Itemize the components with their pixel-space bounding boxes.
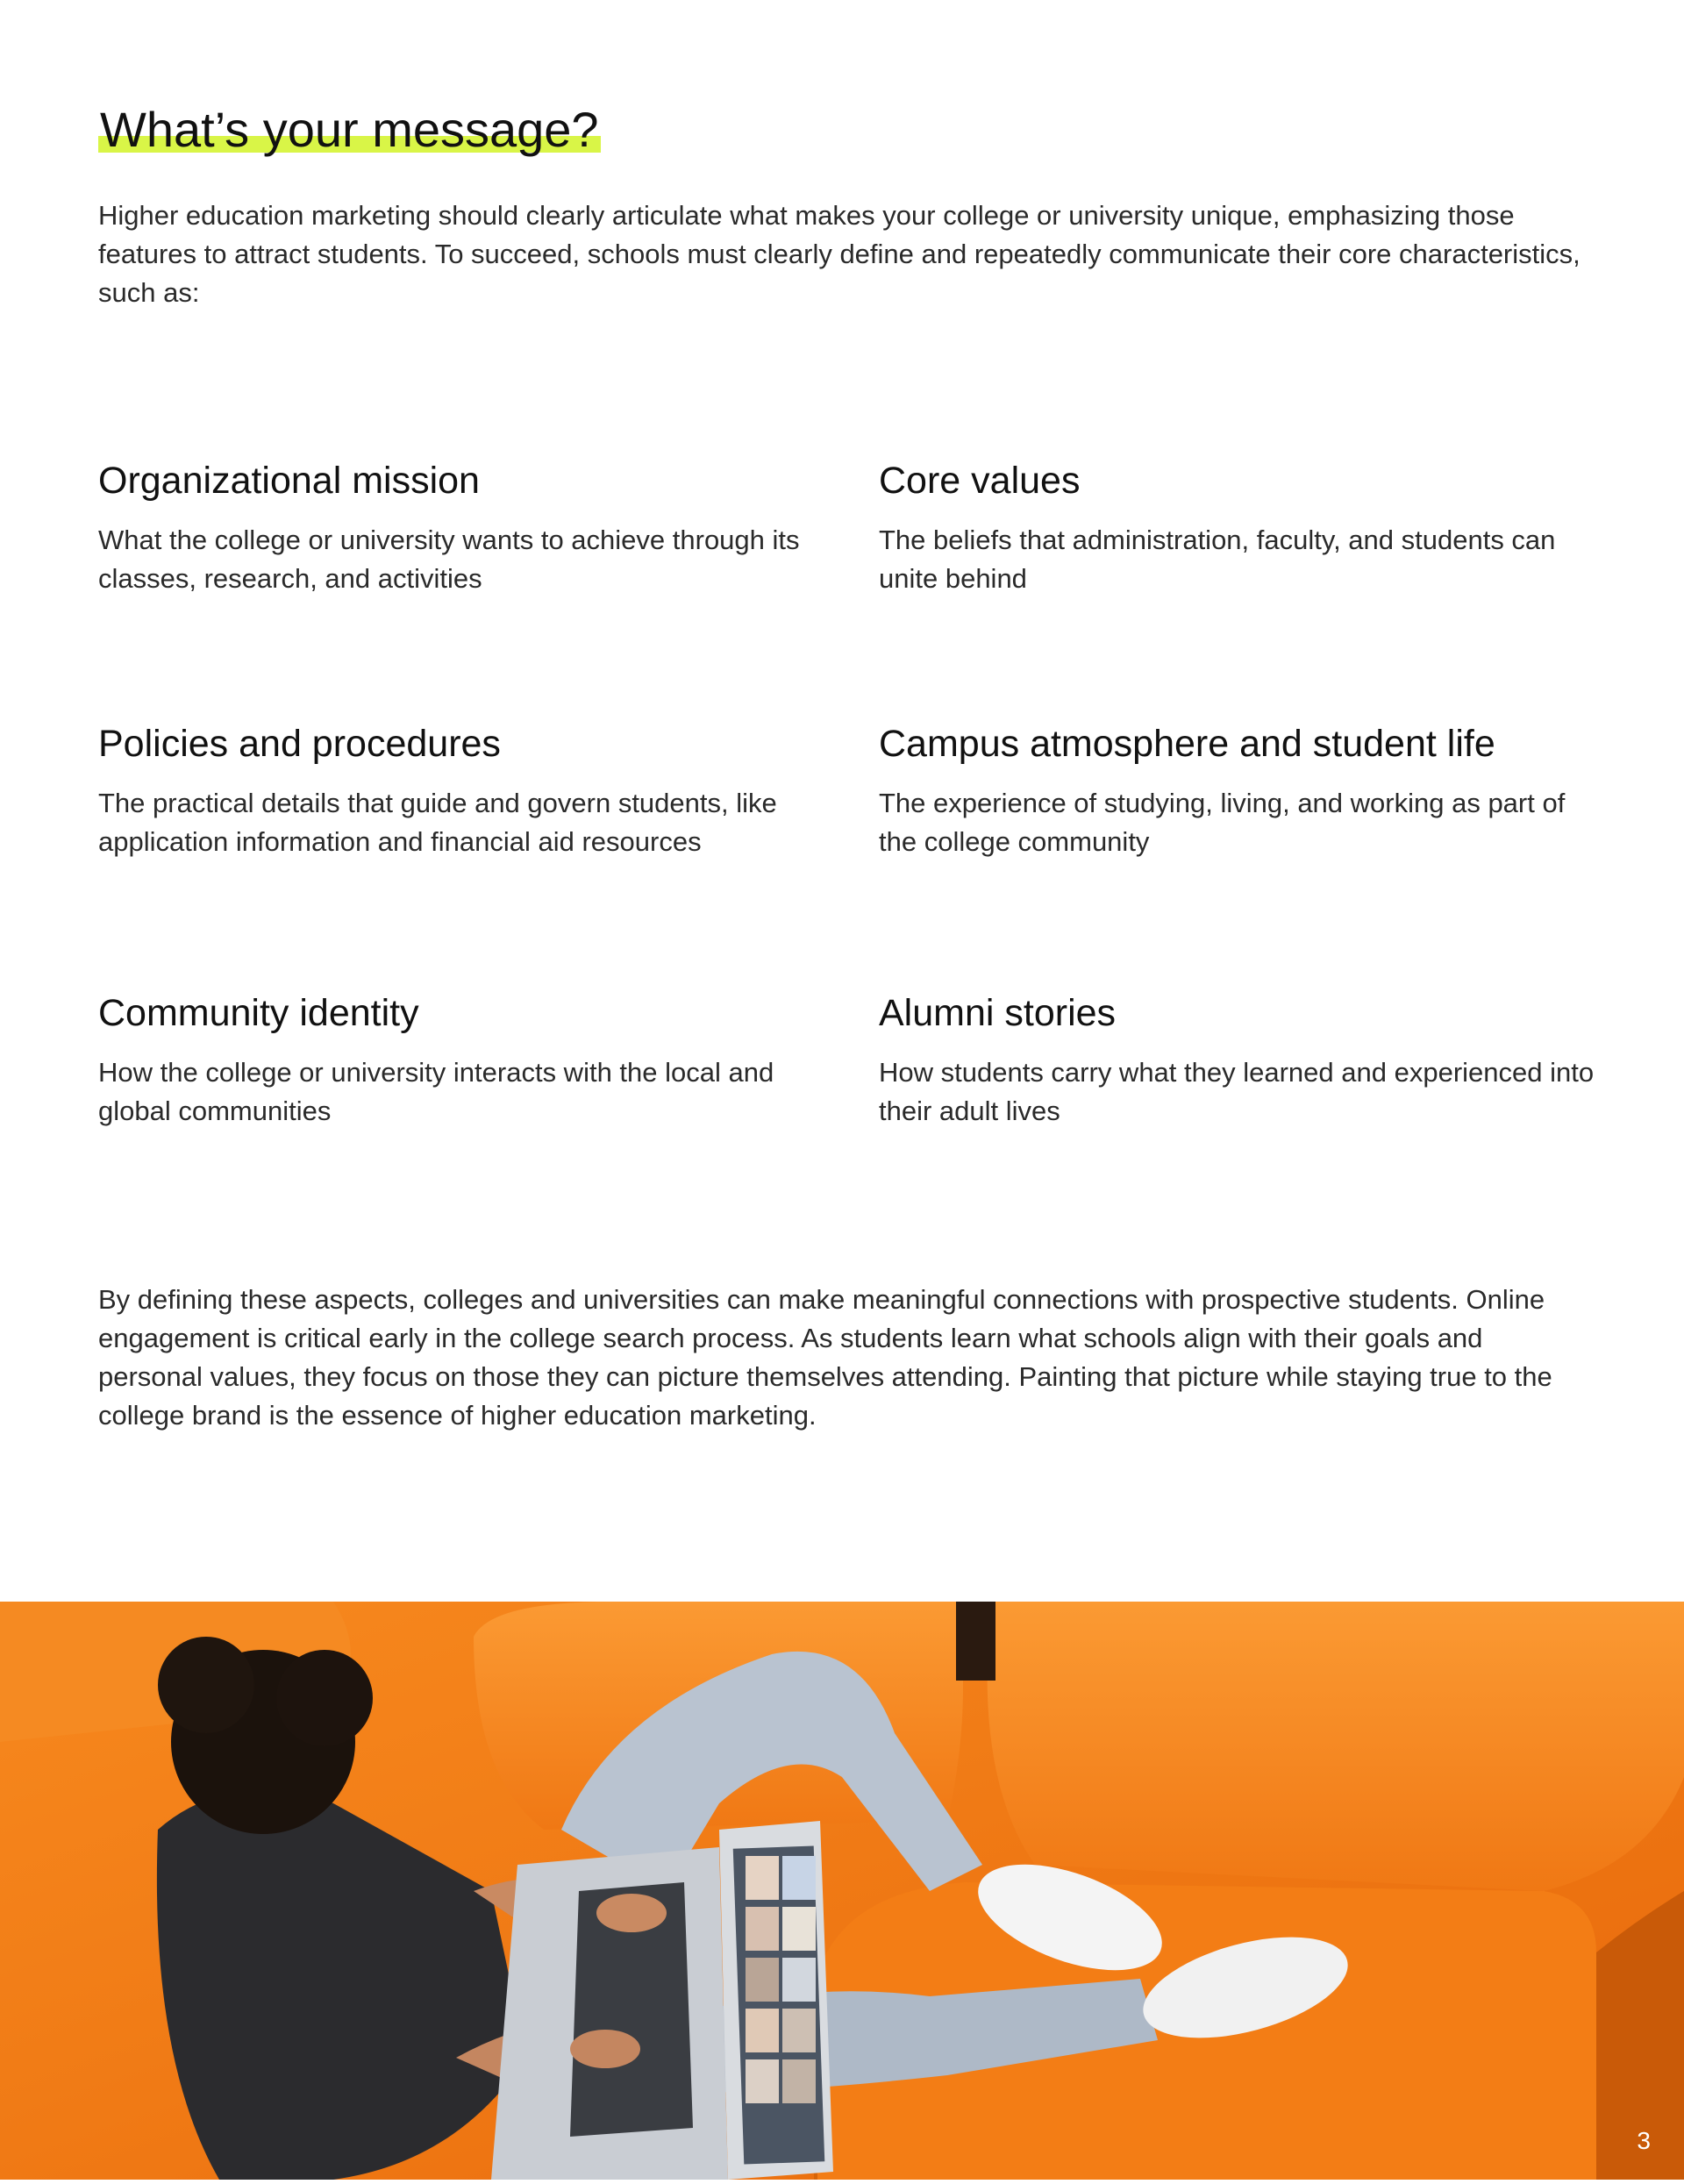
item-description: How the college or university interacts with the local and global communities (98, 1057, 774, 1126)
intro-paragraph: Higher education marketing should clearly articulate what makes your college or university unique, emphasizing those features to attract students. To succeed, schools must clearly define and repeatedly communicate their core characteristics, such as: (98, 200, 1581, 308)
video-tile (746, 1856, 779, 1900)
item-campus-atmosphere (879, 719, 1607, 861)
sofa-cushion-right (988, 1602, 1684, 1891)
item-description: The experience of studying, living, and working as part of the college community (879, 788, 1566, 857)
item-title: Policies and procedures (98, 723, 501, 765)
outro-paragraph: By defining these aspects, colleges and universities can make meaningful connections with prospective students. Online engagement is critical early in the college search process. As students learn what schools align with their goals and personal values, they focus on those they can picture themselves attending. Painting that picture while staying true to the college brand is the essence of higher education marketing. (98, 1284, 1552, 1431)
video-tile (746, 1907, 779, 1951)
video-tile (782, 1958, 816, 2002)
item-title: Alumni stories (879, 992, 1117, 1034)
video-tile (746, 1958, 779, 2002)
item-description: What the college or university wants to achieve through its classes, research, and activities (98, 525, 800, 594)
item-community-identity (98, 989, 826, 1131)
sofa-gap-shadow (956, 1602, 995, 1681)
item-policies-procedures (98, 719, 826, 861)
student-laptop-photo (0, 1602, 1684, 2180)
person-hair-curl (276, 1650, 373, 1746)
item-title: Organizational mission (98, 460, 480, 502)
page-title (98, 98, 601, 161)
person-hair-curl (158, 1637, 254, 1733)
item-title: Core values (879, 460, 1081, 502)
item-description: How students carry what they learned and experienced into their adult lives (879, 1057, 1595, 1126)
item-alumni-stories (879, 989, 1607, 1131)
page-title-text: What’s your message? (100, 102, 599, 157)
page-number: 3 (1637, 2127, 1651, 2154)
person-hand (596, 1894, 667, 1932)
video-tile (782, 1907, 816, 1951)
photo-illustration (0, 1602, 1684, 2180)
video-tile (782, 2059, 816, 2103)
item-title: Community identity (98, 992, 419, 1034)
video-tile (782, 2009, 816, 2052)
item-organizational-mission (98, 456, 826, 598)
item-title: Campus atmosphere and student life (879, 723, 1495, 765)
person-hand (570, 2030, 640, 2068)
item-description: The practical details that guide and govern students, like application information and financial aid resources (98, 788, 777, 857)
video-tile (746, 2059, 779, 2103)
video-tile (782, 1856, 816, 1900)
item-core-values (879, 456, 1607, 598)
item-description: The beliefs that administration, faculty, and students can unite behind (879, 525, 1556, 594)
video-tile (746, 2009, 779, 2052)
